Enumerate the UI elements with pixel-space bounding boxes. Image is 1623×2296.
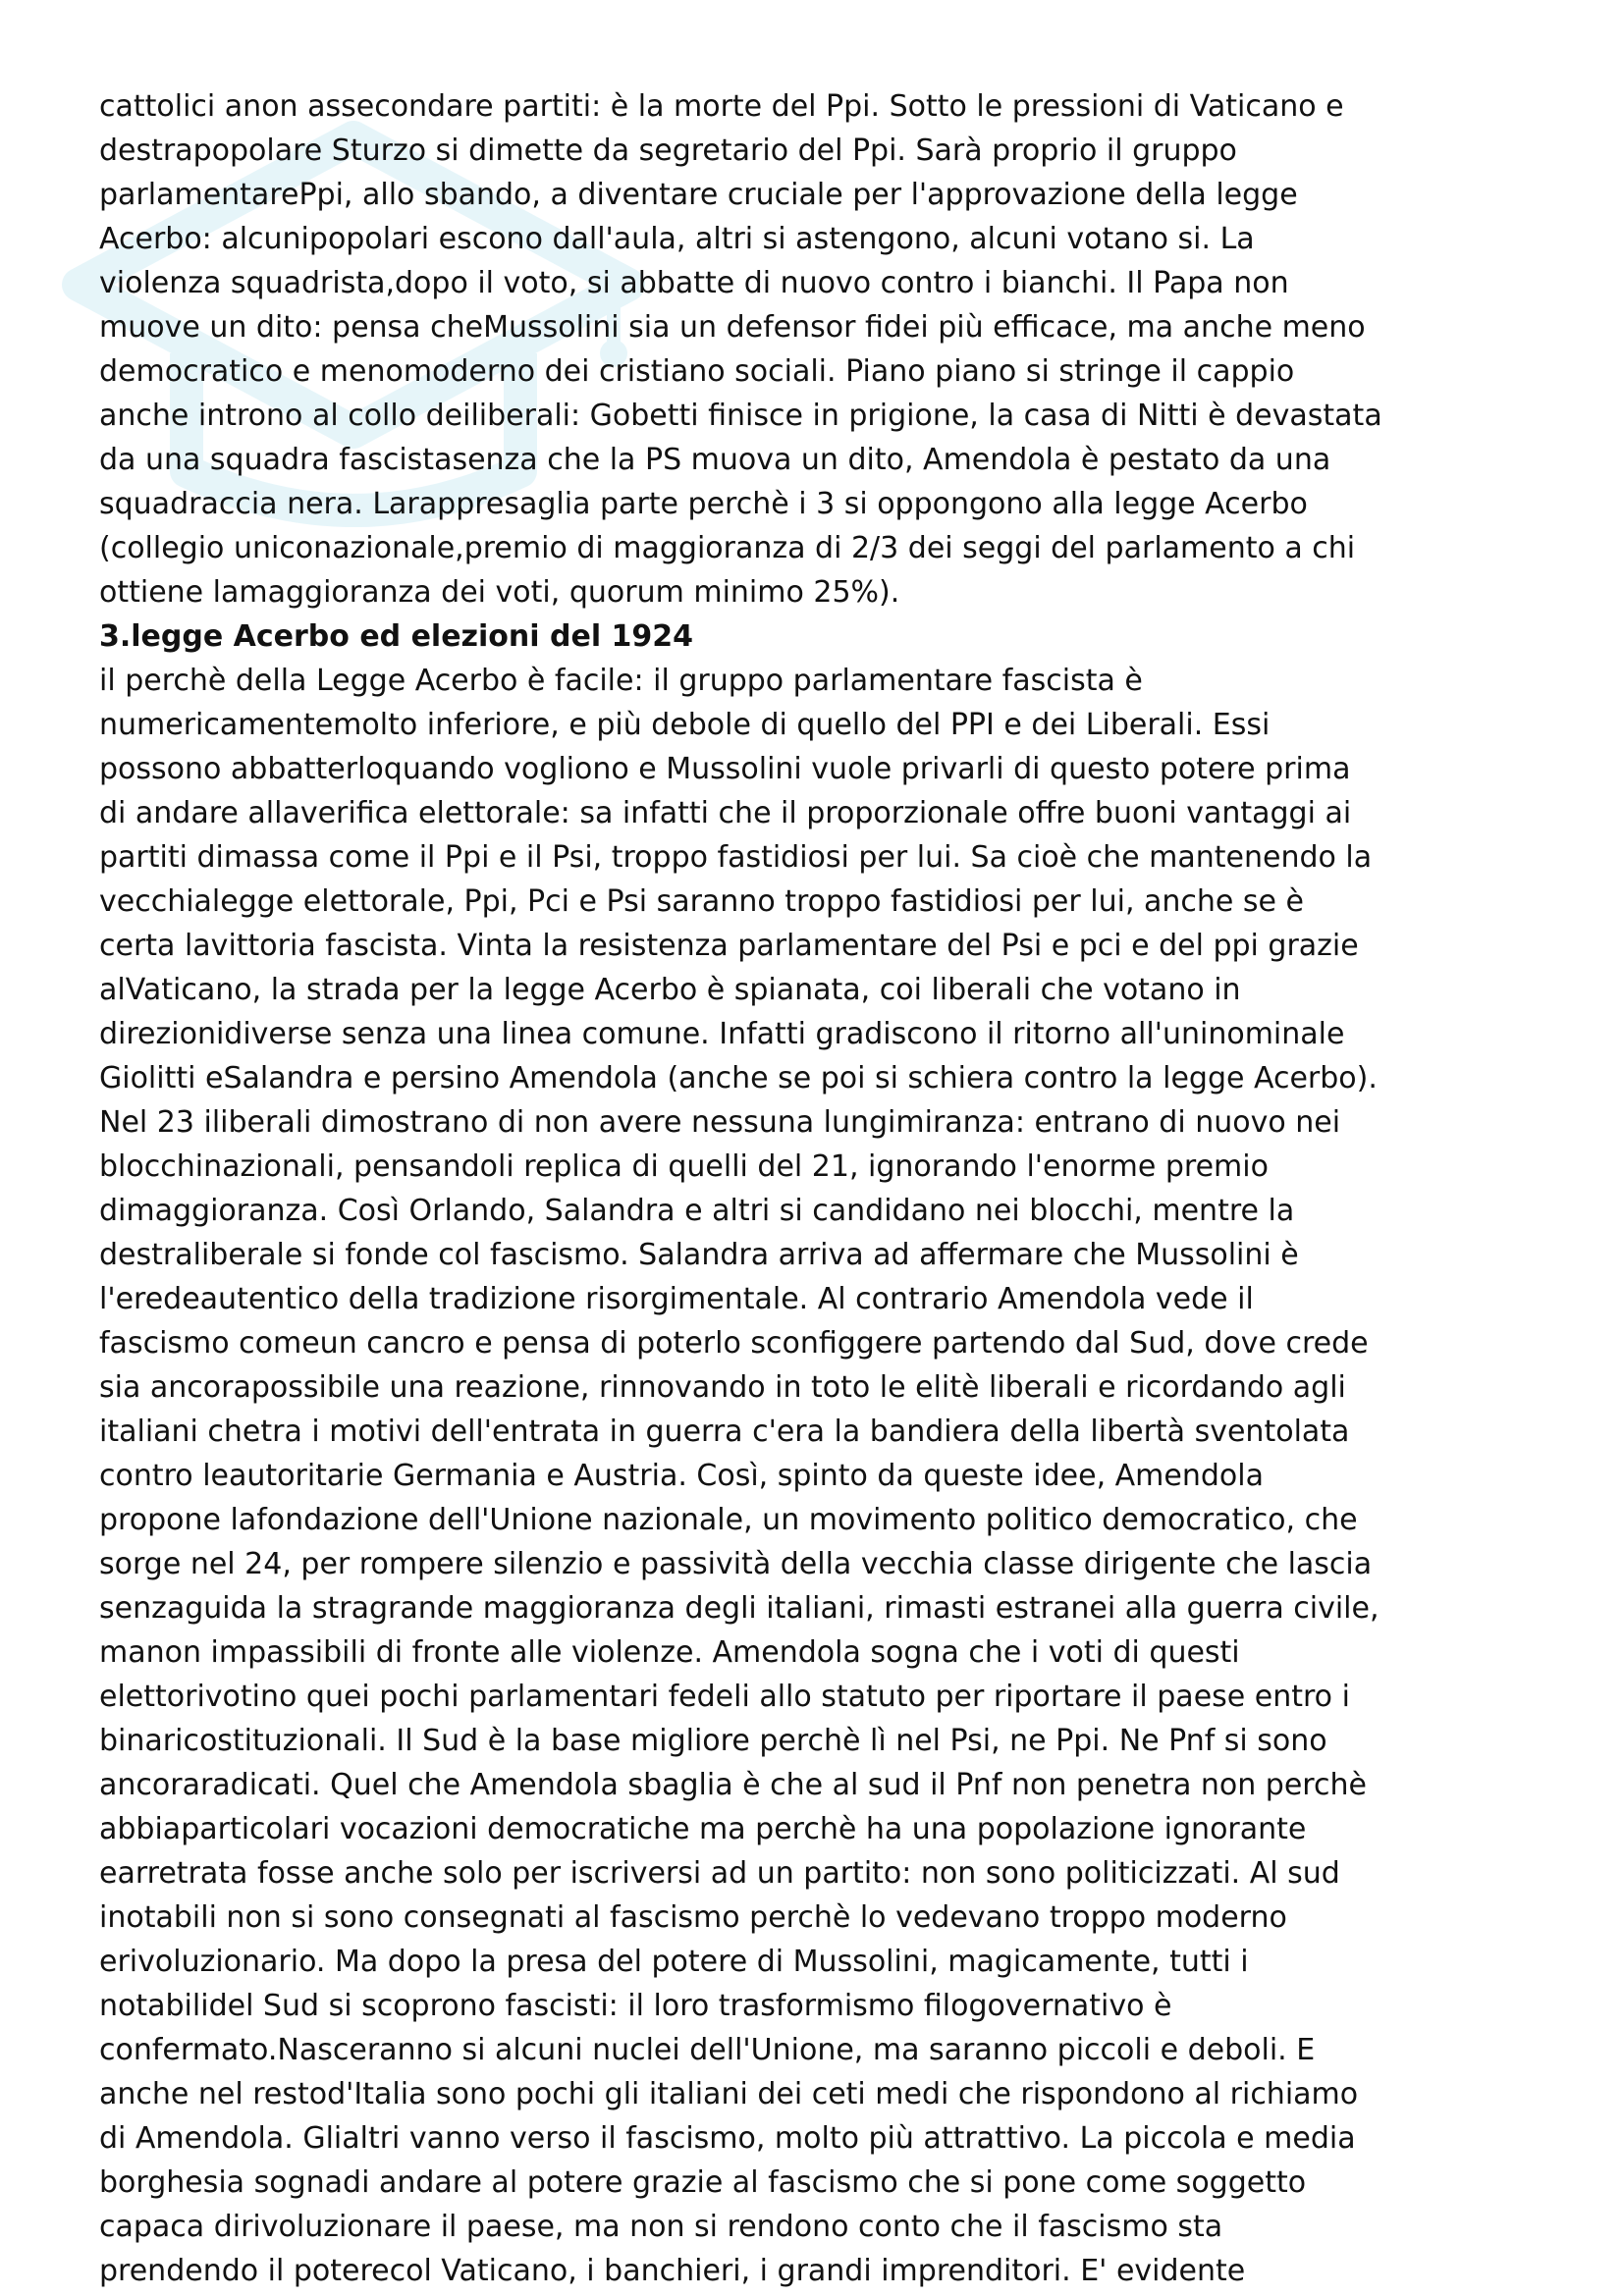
text-line: borghesia sognadi andare al potere grazie al fascismo che si pone come soggetto [99, 2165, 1307, 2200]
text-line: senzaguida la stragrande maggioranza degli italiani, rimasti estranei alla guerra civile, [99, 1591, 1380, 1626]
text-line: manon impassibili di fronte alle violenze. Amendola sogna che i voti di questi [99, 1635, 1240, 1670]
text-line: il perchè della Legge Acerbo è facile: il gruppo parlamentare fascista è [99, 664, 1143, 698]
text-line: democratico e menomoderno dei cristiano sociali. Piano piano si stringe il cappio [99, 354, 1295, 389]
text-line: Giolitti eSalandra e persino Amendola (anche se poi si schiera contro la legge Acerbo). [99, 1061, 1378, 1095]
text-line: alVaticano, la strada per la legge Acerbo è spianata, coi liberali che votano in [99, 973, 1241, 1007]
text-line: da una squadra fascistasenza che la PS muova un dito, Amendola è pestato da una [99, 443, 1331, 477]
text-line: Nel 23 iliberali dimostrano di non avere nessuna lungimiranza: entrano di nuovo nei [99, 1105, 1341, 1140]
text-line: fascismo comeun cancro e pensa di poterlo sconfiggere partendo dal Sud, dove crede [99, 1326, 1369, 1361]
text-line: di andare allaverifica elettorale: sa infatti che il proporzionale offre buoni vantaggi ai [99, 796, 1352, 830]
text-line: cattolici anon assecondare partiti: è la morte del Ppi. Sotto le pressioni di Vaticano e [99, 89, 1344, 124]
text-line: squadraccia nera. Larappresaglia parte perchè i 3 si oppongono alla legge Acerbo [99, 487, 1308, 521]
text-line: sorge nel 24, per rompere silenzio e passività della vecchia classe dirigente che lascia [99, 1547, 1373, 1581]
text-line: direzionidiverse senza una linea comune. Infatti gradiscono il ritorno all'uninominale [99, 1017, 1345, 1051]
text-line: italiani chetra i motivi dell'entrata in guerra c'era la bandiera della libertà sventolata [99, 1415, 1350, 1449]
body-paragraph [99, 659, 1552, 2293]
text-line: sia ancorapossibile una reazione, rinnovando in toto le elitè liberali e ricordando agli [99, 1370, 1346, 1405]
text-line: notabilidel Sud si scoprono fascisti: il loro trasformismo filogovernativo è [99, 1989, 1172, 2023]
text-line: certa lavittoria fascista. Vinta la resistenza parlamentare del Psi e pci e del ppi grazie [99, 929, 1359, 963]
text-line: partiti dimassa come il Ppi e il Psi, troppo fastidiosi per lui. Sa cioè che mantenendo la [99, 840, 1373, 875]
text-line: violenza squadrista,dopo il voto, si abbatte di nuovo contro i bianchi. Il Papa non [99, 266, 1289, 300]
text-line: Acerbo: alcunipopolari escono dall'aula, altri si astengono, alcuni votano si. La [99, 222, 1255, 256]
text-line: abbiaparticolari vocazioni democratiche ma perchè ha una popolazione ignorante [99, 1812, 1307, 1846]
text-line: inotabili non si sono consegnati al fascismo perchè lo vedevano troppo moderno [99, 1900, 1287, 1935]
text-line: earretrata fosse anche solo per iscriversi ad un partito: non sono politicizzati. Al sud [99, 1856, 1340, 1891]
text-line: numericamentemolto inferiore, e più debole di quello del PPI e dei Liberali. Essi [99, 708, 1271, 742]
text-line: confermato.Nasceranno si alcuni nuclei dell'Unione, ma saranno piccoli e deboli. E [99, 2033, 1316, 2067]
intro-paragraph [99, 84, 1552, 614]
text-line: ottiene lamaggioranza dei voti, quorum minimo 25%). [99, 575, 900, 610]
text-line: erivoluzionario. Ma dopo la presa del potere di Mussolini, magicamente, tutti i [99, 1945, 1249, 1979]
text-line: ancoraradicati. Quel che Amendola sbaglia è che al sud il Pnf non penetra non perchè [99, 1768, 1367, 1802]
text-line: (collegio uniconazionale,premio di maggioranza di 2/3 dei seggi del parlamento a chi [99, 531, 1356, 565]
text-line: anche introno al collo deiliberali: Gobetti finisce in prigione, la casa di Nitti è devastata [99, 399, 1382, 433]
document-page [99, 84, 1552, 2293]
text-line: binaricostituzionali. Il Sud è la base migliore perchè lì nel Psi, ne Ppi. Ne Pnf si sono [99, 1724, 1327, 1758]
text-line: dimaggioranza. Così Orlando, Salandra e altri si candidano nei blocchi, mentre la [99, 1194, 1295, 1228]
text-line: parlamentarePpi, allo sbando, a diventare cruciale per l'approvazione della legge [99, 178, 1298, 212]
text-line: muove un dito: pensa cheMussolini sia un defensor fidei più efficace, ma anche meno [99, 310, 1366, 345]
text-line: vecchialegge elettorale, Ppi, Pci e Psi saranno troppo fastidiosi per lui, anche se è [99, 884, 1304, 919]
text-line: contro leautoritarie Germania e Austria. Così, spinto da queste idee, Amendola [99, 1459, 1264, 1493]
text-line: capaca dirivoluzionare il paese, ma non si rendono conto che il fascismo sta [99, 2210, 1223, 2244]
text-line: elettorivotino quei pochi parlamentari fedeli allo statuto per riportare il paese entro i [99, 1680, 1350, 1714]
text-line: destrapopolare Sturzo si dimette da segretario del Ppi. Sarà proprio il gruppo [99, 133, 1237, 168]
text-line: possono abbatterloquando vogliono e Mussolini vuole privarli di questo potere prima [99, 752, 1351, 786]
text-line: blocchinazionali, pensandoli replica di quelli del 21, ignorando l'enorme premio [99, 1149, 1269, 1184]
text-line: di Amendola. Glialtri vanno verso il fascismo, molto più attrattivo. La piccola e media [99, 2121, 1356, 2156]
text-line: l'eredeautentico della tradizione risorgimentale. Al contrario Amendola vede il [99, 1282, 1254, 1316]
text-line: anche nel restod'Italia sono pochi gli italiani dei ceti medi che rispondono al richiamo [99, 2077, 1359, 2111]
text-line: propone lafondazione dell'Unione nazionale, un movimento politico democratico, che [99, 1503, 1358, 1537]
text-line: prendendo il poterecol Vaticano, i banchieri, i grandi imprenditori. E' evidente [99, 2254, 1246, 2288]
text-line: destraliberale si fonde col fascismo. Salandra arriva ad affermare che Mussolini è [99, 1238, 1299, 1272]
section-heading: 3.legge Acerbo ed elezioni del 1924 [99, 619, 694, 654]
